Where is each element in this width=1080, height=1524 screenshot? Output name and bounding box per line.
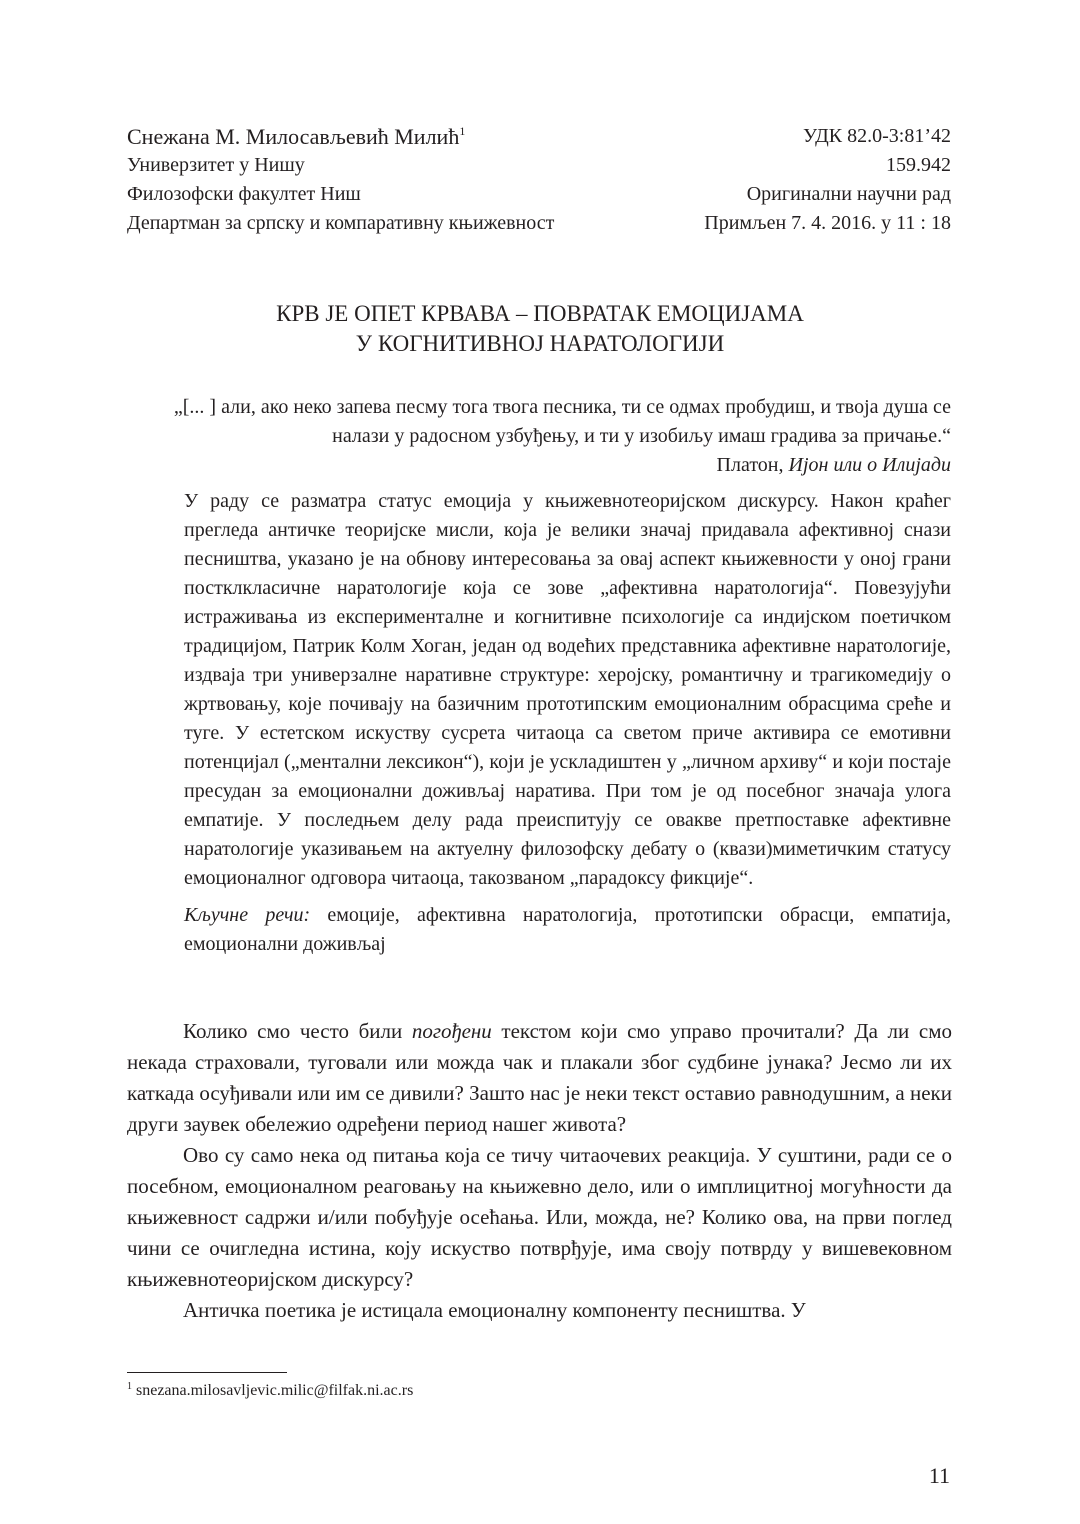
keywords <box>184 901 951 959</box>
affiliation-department: Департман за српску и компаративну књижевност <box>127 212 555 234</box>
body-p1-end: текстом који смо управо прочитали? Да ли смо некада страховали, туговали или можда чак и плакали због судбине јунака? Јесмо ли их каткада осуђивали или им се дивили? Зашто нас је неки текст оставио равнодушним, а неки други заувек обележио одређени период нашег живота? <box>127 1019 952 1136</box>
epigraph-attribution <box>131 451 951 480</box>
classification-block <box>591 122 951 238</box>
footnote <box>127 1379 413 1403</box>
udk-code-secondary: 159.942 <box>886 154 951 176</box>
abstract-text: У раду се разматра статус емоција у књижевнотеоријском дискурсу. Након краћег прегледа античке теоријске мисли, која је велики значај придавала афективној снази песништва, указано је на обнову интересовања за овај аспект књижевности у оној грани постклкласичне наратологије која се зове „афективна наратологија“. Повезујући истраживања из експерименталне и когнитивне психологије са индијском поетичком традицијом, Патрик Колм Хоган, један од водећих представника афективне наратологије, издваја три универзалне наративне структуре: херојску, романтичну и трагикомедију о жртвовању, које почивају на базичним прототипским емоционалним обрасцима среће и туге. У естетском искуству сусрета читаоца са светом приче активира се емотивни потенцијал („ментални лексикон“), који је ускладиштен у „личном архиву“ и који постаје пресудан за емоционални доживљај наратива. При том је од посебног значаја улога емпатије. У последњем делу рада преиспитују се овакве претпоставке афективне наратологије указивањем на актуелну филозофску дебату о (квази)миметичким статусу емоционалног одговора читаоца, такозваном „парадоксу фикције“. <box>184 490 951 889</box>
footnote-mark: 1 <box>127 1381 132 1392</box>
footnote-email[interactable]: snezana.milosavljevic.milic@filfak.ni.ac.rs <box>132 1382 414 1399</box>
paper-type: Оригинални научни рад <box>746 183 951 205</box>
author-footnote-mark[interactable]: 1 <box>459 124 466 138</box>
paper-title-line-1: КРВ ЈЕ ОПЕТ КРВАВА – ПОВРАТАК ЕМОЦИЈАМА <box>276 301 804 326</box>
abstract <box>184 487 951 959</box>
epigraph <box>131 393 951 480</box>
epigraph-work: Ијон или о Илијади <box>788 454 951 476</box>
page-number: 11 <box>928 1463 950 1488</box>
received-date: Примљен 7. 4. 2016. у 11 : 18 <box>704 212 951 234</box>
body-text <box>127 1016 952 1326</box>
footnote-divider <box>127 1372 287 1373</box>
affiliation-university: Универзитет у Нишу <box>127 154 305 176</box>
epigraph-author: Платон, <box>716 454 789 476</box>
author-name-text: Снежана М. Милосављевић Милић <box>127 124 460 149</box>
author-block <box>127 122 667 238</box>
body-paragraph-2: Ово су само нека од питања која се тичу читаочевих реакција. У суштини, ради се о посебном, емоционалном реаговању на књижевно дело, или о имплицитној могућности да књижевност садржи и/или побуђује осећања. Или, можда, не? Колико ова, на први поглед чини се очигледна истина, коју искуство потврђује, има своју потврду у вишевековном књижевнотеоријском дискурсу? <box>127 1143 952 1291</box>
keywords-list: емоције, афективна наратологија, прототипски обрасци, емпатија, емоционални доживљај <box>184 904 951 955</box>
body-p1-emphasis: погођени <box>411 1019 492 1043</box>
epigraph-text: „[... ] али, ако неко запева песму тога твога песника, ти се одмах пробудиш, и твоја душа се налази у радосном узбуђењу, и ти у изобиљу имаш градива за причање.“ <box>173 396 951 447</box>
author-name <box>127 122 667 151</box>
paper-title-line-2: У КОГНИТИВНОЈ НАРАТОЛОГИЈИ <box>355 331 725 356</box>
udk-code: УДК 82.0-3:81’42 <box>803 125 951 147</box>
body-paragraph-3: Античка поетика је истицала емоционалну компоненту песништва. У <box>183 1298 806 1322</box>
body-p1-start: Колико смо често били <box>183 1019 412 1043</box>
keywords-label: Кључне речи: <box>184 904 311 926</box>
paper-title <box>0 299 1080 359</box>
affiliation-faculty: Филозофски факултет Ниш <box>127 183 361 205</box>
body-paragraph-1 <box>127 1016 952 1140</box>
